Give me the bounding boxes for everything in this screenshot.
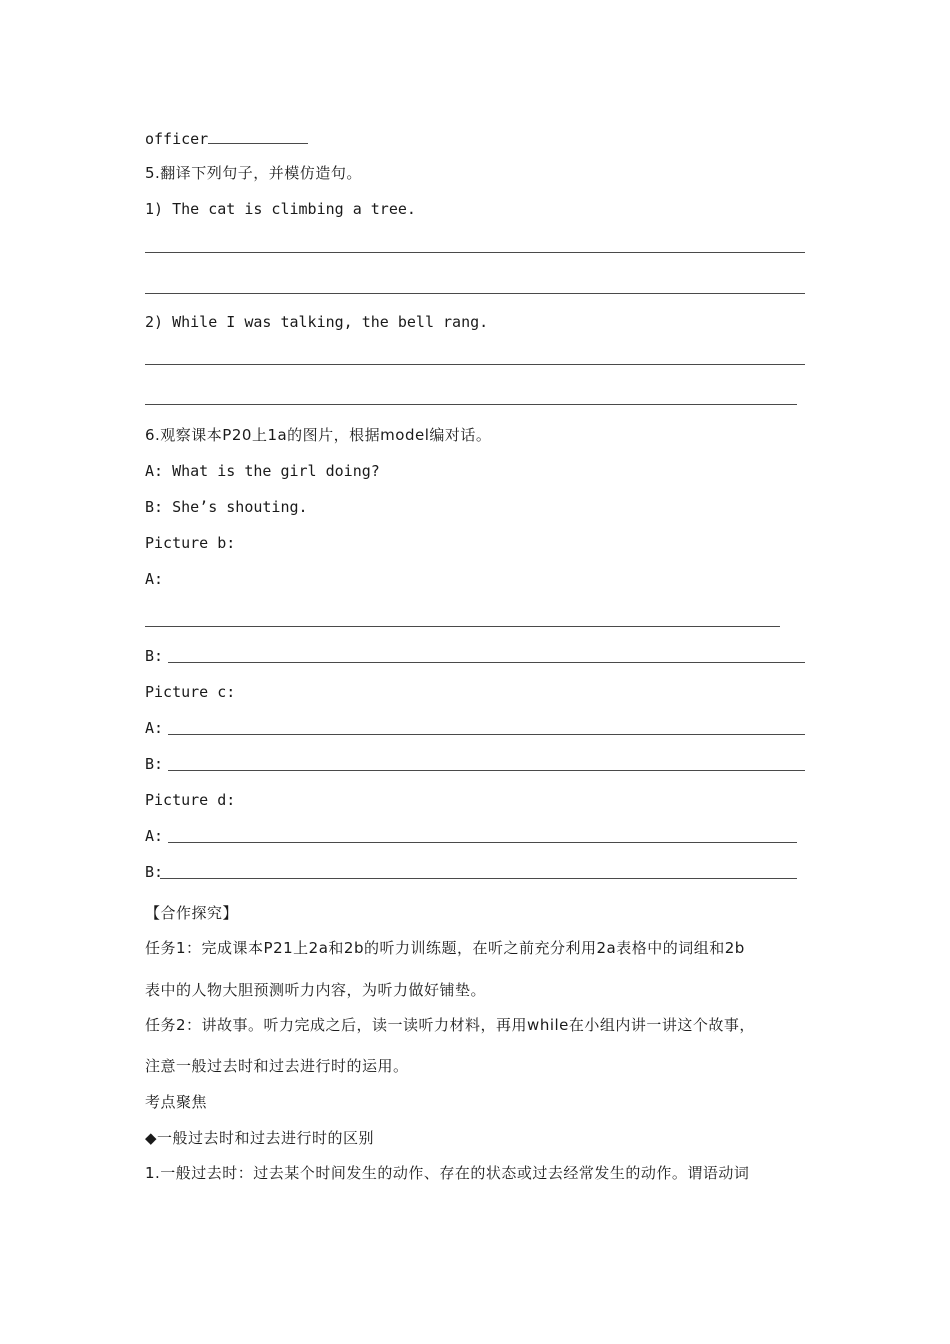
task-2-line-1: 任务2：讲故事。听力完成之后，读一读听力材料，再用while在小组内讲一讲这个故事， [145,1016,755,1034]
officer-blank[interactable] [208,129,308,144]
officer-word: officer [145,130,209,148]
picture-d-b-label: B: [145,863,164,881]
picture-b-b-label: B: [145,647,164,665]
question-5-sentence-1: 1) The cat is climbing a tree. [145,200,416,218]
picture-d-label: Picture d: [145,791,236,809]
picture-d-a-label: A: [145,827,164,845]
question-5-title: 5.翻译下列句子，并模仿造句。 [145,164,362,182]
answer-line[interactable] [160,878,797,879]
point-1-text: 1.一般过去时：过去某个时间发生的动作、存在的状态或过去经常发生的动作。谓语动词 [145,1164,750,1182]
picture-c-a-label: A: [145,719,164,737]
answer-line[interactable] [145,293,805,294]
answer-line[interactable] [168,770,805,771]
model-question: A: What is the girl doing? [145,462,380,480]
answer-line[interactable] [168,842,797,843]
cooperation-section-title: 【合作探究】 [145,904,239,922]
task-2-line-2: 注意一般过去时和过去进行时的运用。 [145,1057,409,1075]
question-6-title: 6.观察课本P20上1a的图片，根据model编对话。 [145,426,492,444]
picture-c-b-label: B: [145,755,164,773]
answer-line[interactable] [168,662,805,663]
picture-b-label: Picture b: [145,534,236,552]
focus-section-title: 考点聚焦 [145,1093,208,1111]
difference-heading: ◆一般过去时和过去进行时的区别 [145,1129,375,1147]
answer-line[interactable] [145,252,805,253]
officer-line [145,129,308,148]
task-1-line-1: 任务1：完成课本P21上2a和2b的听力训练题，在听之前充分利用2a表格中的词组和2b [145,939,745,957]
task-1-line-2: 表中的人物大胆预测听力内容，为听力做好铺垫。 [145,981,487,999]
answer-line[interactable] [168,734,805,735]
answer-line[interactable] [145,626,780,627]
answer-line[interactable] [145,364,805,365]
picture-b-a-label: A: [145,570,164,588]
picture-c-label: Picture c: [145,683,236,701]
answer-line[interactable] [145,404,797,405]
model-answer: B: She’s shouting. [145,498,308,516]
question-5-sentence-2: 2) While I was talking, the bell rang. [145,313,489,331]
